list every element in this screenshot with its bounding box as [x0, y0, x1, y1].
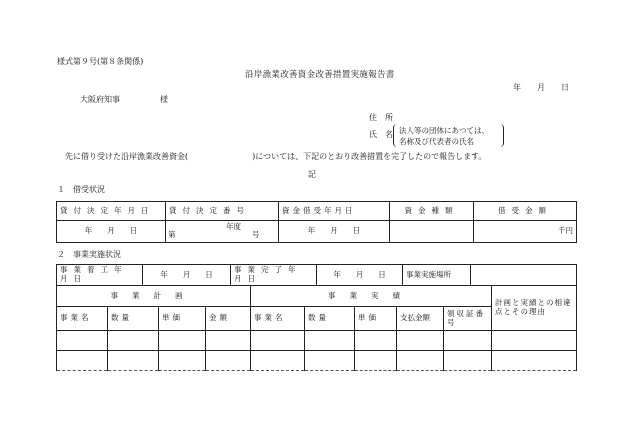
end-date-value: 年 月 日 [317, 265, 403, 286]
start-date-label: 事業着工年月日 [57, 265, 143, 286]
fund-type-value [390, 221, 474, 243]
actual-col-name: 事業名 [251, 307, 305, 331]
header-loan-decision-date: 貸付決定年月日 [57, 202, 166, 221]
table-row [57, 351, 577, 371]
actual-col-payment: 支払金額 [397, 307, 444, 331]
actual-col-unit-price: 単価 [355, 307, 397, 331]
loan-decision-number-cell [166, 221, 279, 243]
address-label: 住 所 [369, 113, 393, 122]
table-row [57, 331, 577, 351]
plan-header: 事業計画 [57, 286, 251, 307]
difference-header: 計画と実績との相違点とその理由 [492, 286, 577, 331]
header-borrow-amount: 借受金額 [474, 202, 577, 221]
borrow-amount-unit: 千円 [474, 221, 577, 243]
plan-col-name: 事業名 [57, 307, 108, 331]
place-value [471, 265, 577, 286]
name-label: 氏 名 [369, 130, 393, 139]
project-period-table [56, 264, 577, 286]
header-borrow-date: 資金借受年月日 [279, 202, 390, 221]
bracket-note-line2: 名称及び代表者の氏名 [399, 137, 474, 146]
project-detail-table [56, 285, 577, 371]
start-date-value: 年 月 日 [143, 265, 231, 286]
ki-mark: 記 [308, 170, 316, 179]
plan-col-quantity: 数量 [108, 307, 159, 331]
borrow-date-value: 年 月 日 [279, 221, 390, 243]
end-date-label: 事業完了年月日 [231, 265, 317, 286]
plan-col-amount: 金額 [206, 307, 251, 331]
nendo-label: 年度 [226, 222, 241, 231]
header-fund-type: 資金種類 [390, 202, 474, 221]
place-label: 事業実施場所 [403, 265, 471, 286]
borrowing-table [56, 201, 577, 243]
plan-col-unit-price: 単価 [159, 307, 206, 331]
actual-header: 事業実績 [251, 286, 492, 307]
form-number: 様式第９号(第８条関係) [57, 57, 144, 66]
go-label: 号 [252, 230, 260, 240]
body-text: 先に借り受けた沿岸漁業改善資金( )については、下記のとおり改善措置を完了したので報告します。 [65, 152, 487, 161]
section1-heading: １ 借受状況 [57, 185, 105, 194]
header-loan-decision-number: 貸付決定番号 [166, 202, 279, 221]
loan-decision-date-value: 年 月 日 [57, 221, 166, 243]
number-prefix: 第 [168, 230, 176, 240]
actual-col-quantity: 数量 [305, 307, 355, 331]
section2-heading: ２ 事業実施状況 [57, 250, 121, 259]
bracket-note-line1: 法人等の団体にあつては、 [399, 126, 489, 135]
page-title: 沿岸漁業改善資金改善措置実施報告書 [245, 70, 395, 80]
actual-col-receipt-no: 領収証番号 [444, 307, 492, 331]
addressee: 大阪府知事 様 [80, 95, 168, 104]
date-line: 年 月 日 [513, 83, 569, 92]
